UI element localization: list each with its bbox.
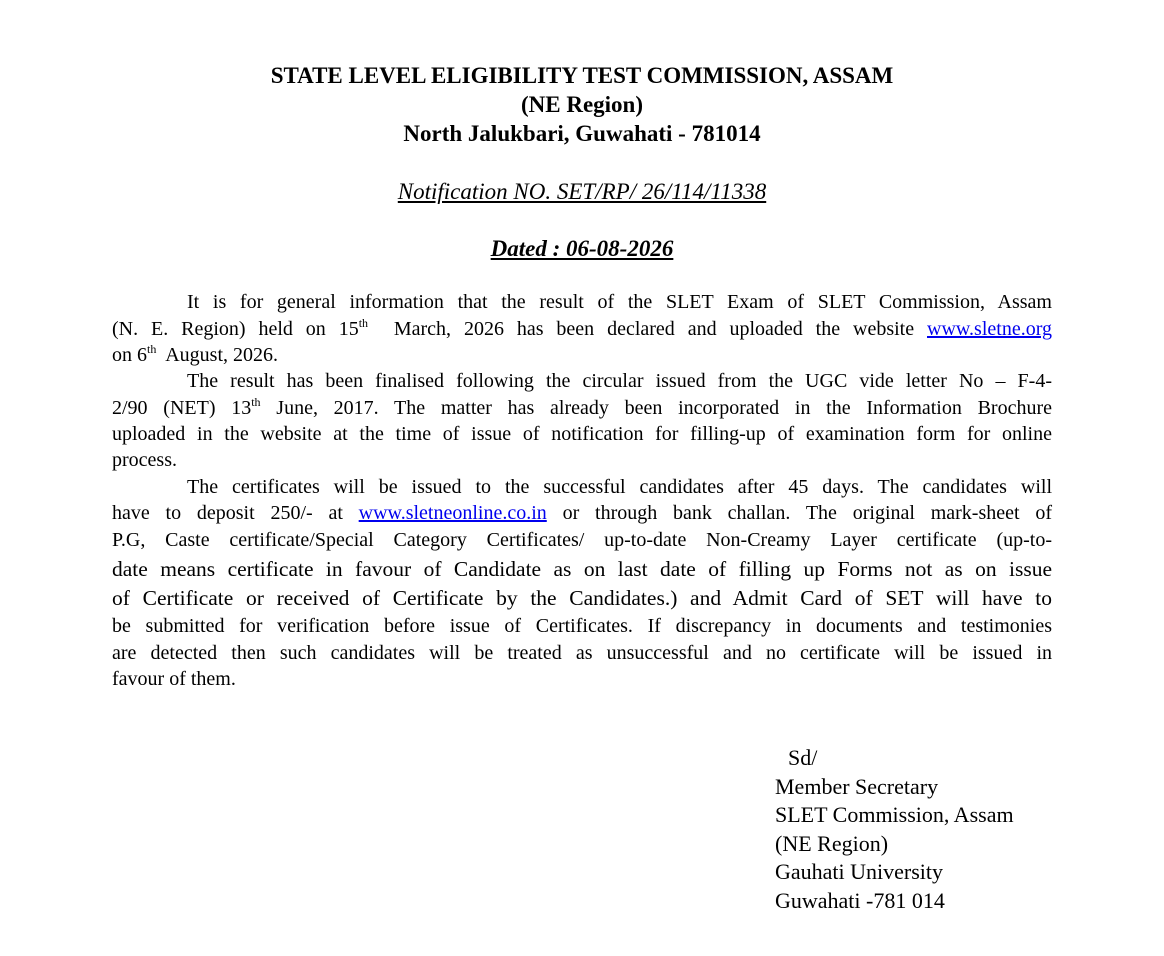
commission-name: STATE LEVEL ELIGIBILITY TEST COMMISSION, ASSAM [270,63,894,88]
para3-line7: are detected then such candidates will be treated as unsuccessful and no certificate will be issued in [112,642,1052,664]
commission-address: North Jalukbari, Guwahati - 781014 [403,121,761,146]
para3-line1: The certificates will be issued to the successful candidates after 45 days. The candidates will [187,476,1052,498]
para2-line4: process. [112,449,177,471]
signatory-commission: SLET Commission, Assam [775,802,1014,827]
sletneonline-website-link[interactable]: www.sletneonline.co.in [358,502,547,524]
para1-line3: on 6th August, 2026. [112,342,279,366]
para3-line2: have to deposit 250/- at www.sletneonline.co.in or through bank challan. The original mark-sheet of [112,502,1053,524]
signatory-region: (NE Region) [775,831,889,856]
document-header [0,61,1164,148]
para3-line4: date means certificate in favour of Candidate as on last date of filling up Forms not as on issue [112,557,1052,581]
para1-line2: (N. E. Region) held on 15th March, 2026 has been declared and uploaded the website www.sletne.org [112,316,1052,340]
para2-line3: uploaded in the website at the time of issue of notification for filling-up of examination form for online [112,423,1052,445]
sletne-website-link[interactable]: www.sletne.org [927,318,1052,340]
signatory-city: Guwahati -781 014 [775,888,945,913]
para1-line1: It is for general information that the result of the SLET Exam of SLET Commission, Assam [187,291,1052,313]
notification-number: Notification NO. SET/RP/ 26/114/11338 [397,179,767,204]
para3-line6: be submitted for verification before issue of Certificates. If discrepancy in documents and testimonies [112,615,1052,637]
notification-date: Dated : 06-08-2026 [490,236,674,261]
para3-line5: of Certificate or received of Certificate by the Candidates.) and Admit Card of SET will have to [112,586,1052,610]
para2-line2: 2/90 (NET) 13th June, 2017. The matter has already been incorporated in the Information Brochure [112,395,1053,419]
para3-line3: P.G, Caste certificate/Special Category Certificates/ up-to-date Non-Creamy Layer certificate (up-to- [112,529,1052,551]
para2-line1: The result has been finalised following the circular issued from the UGC vide letter No – F-4- [187,370,1052,392]
region-label: (NE Region) [520,92,644,117]
signatory-title: Member Secretary [775,774,939,799]
signature-mark: Sd/ [788,745,818,770]
signatory-university: Gauhati University [775,859,944,884]
para3-line8: favour of them. [112,668,236,690]
